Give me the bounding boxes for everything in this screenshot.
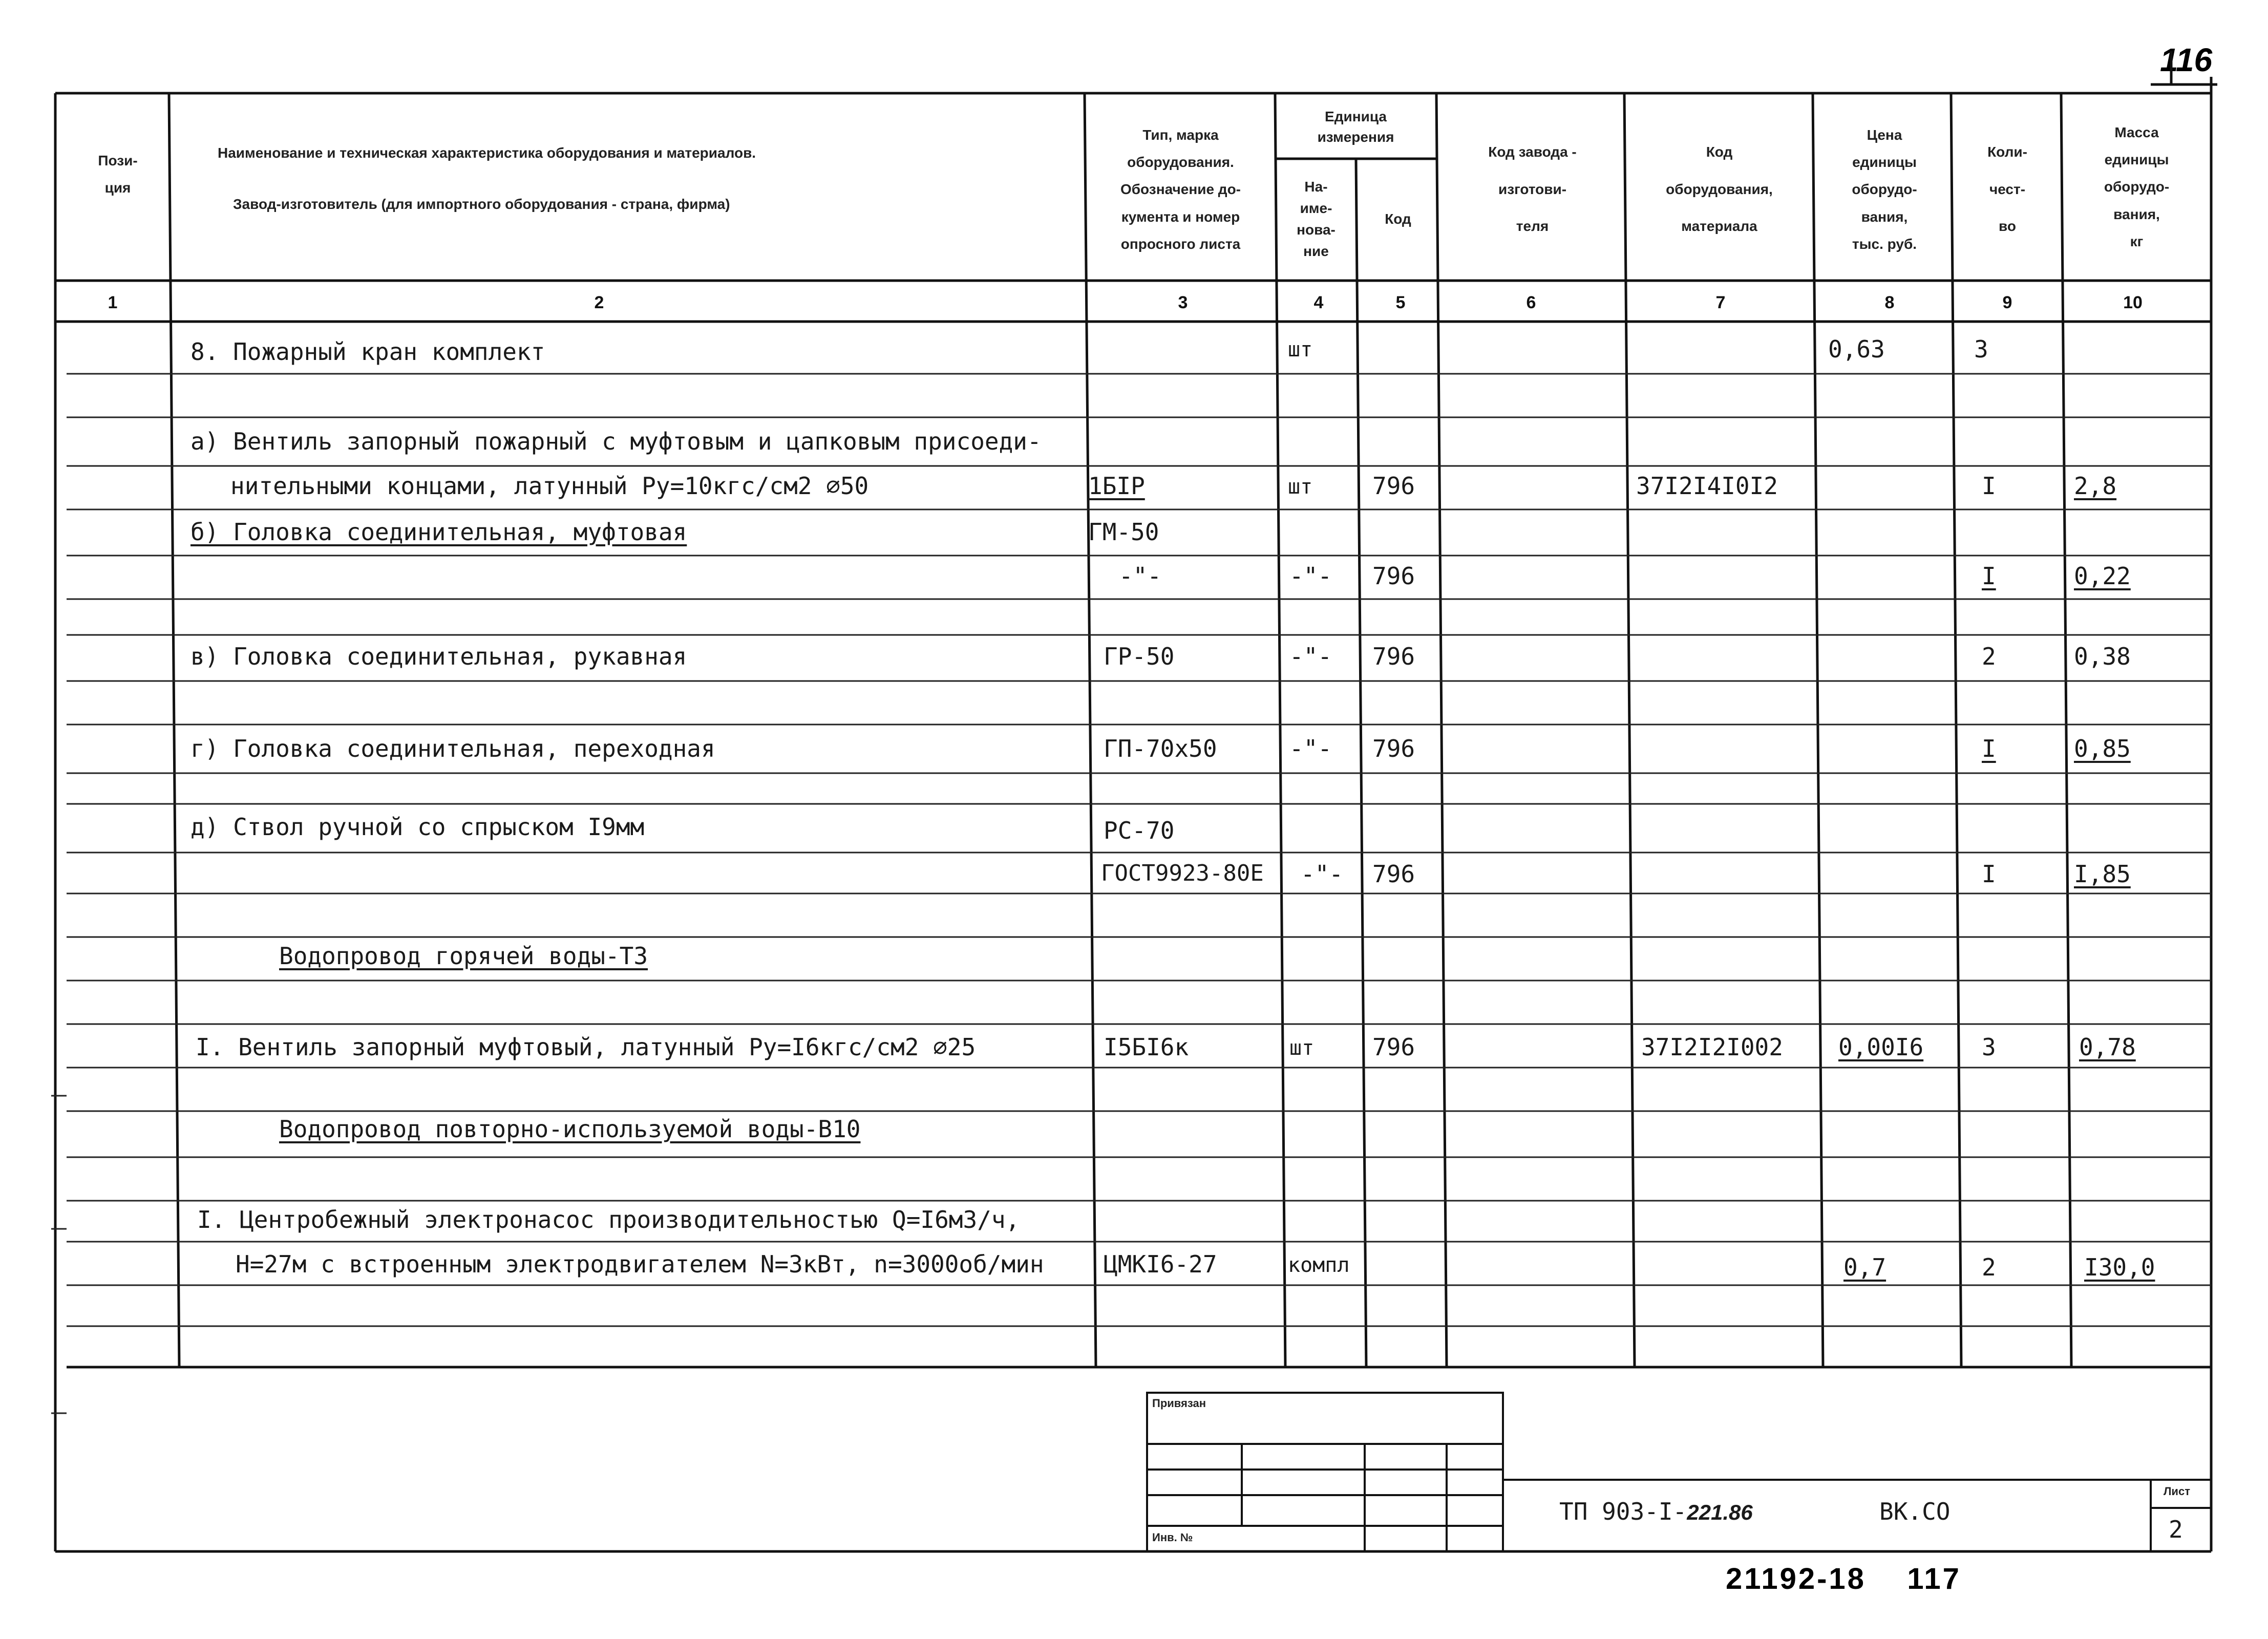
row-unit: шт bbox=[1288, 475, 1313, 499]
header-name-line1: Наименование и техническая характеристика оборудования и материалов. bbox=[218, 145, 756, 161]
row-type: ГОСТ9923-80Е bbox=[1101, 860, 1264, 886]
row-qty: I bbox=[1982, 735, 1996, 762]
col-num-10: 10 bbox=[2123, 293, 2143, 312]
sheet-label: Лист bbox=[2164, 1485, 2190, 1498]
row-name: в) Головка соединительная, рукавная bbox=[190, 643, 687, 670]
row-code: 796 bbox=[1372, 1033, 1415, 1061]
row-name: I. Вентиль запорный муфтовый, латунный Ру=I6кгс/см2 ∅25 bbox=[196, 1033, 976, 1061]
row-code: 796 bbox=[1372, 562, 1415, 590]
row-type: ГР-50 bbox=[1104, 643, 1175, 670]
stamp-inv-label: Инв. № bbox=[1152, 1531, 1193, 1544]
header-unit-code: Код bbox=[1385, 210, 1411, 227]
row-name: д) Ствол ручной со спрыском I9мм bbox=[190, 813, 645, 841]
col-num-6: 6 bbox=[1526, 293, 1536, 312]
header-unit-group: Единица измерения bbox=[1317, 109, 1394, 145]
row-name: Н=27м с встроенным электродвигателем N=3кВт, n=3000об/мин bbox=[236, 1250, 1044, 1278]
row-type: ГП-70х50 bbox=[1104, 735, 1217, 762]
row-name: г) Головка соединительная, переходная bbox=[190, 735, 715, 762]
col-num-2: 2 bbox=[594, 293, 604, 312]
row-price: 0,7 bbox=[1843, 1253, 1887, 1281]
row-unit: -"- bbox=[1289, 735, 1332, 762]
row-unit: -"- bbox=[1289, 562, 1332, 590]
doc-code-printed: ТП 903-I- bbox=[1559, 1498, 1687, 1525]
row-name: а) Вентиль запорный пожарный с муфтовым и цапковым присоеди- bbox=[190, 428, 1042, 455]
sheet-number: 2 bbox=[2169, 1516, 2183, 1543]
row-mass: I,85 bbox=[2074, 860, 2131, 888]
row-name: 8. Пожарный кран комплект bbox=[190, 338, 545, 366]
row-qty: I bbox=[1982, 562, 1996, 590]
col-num-3: 3 bbox=[1178, 293, 1188, 312]
row-type: ЦМКI6-27 bbox=[1104, 1250, 1217, 1278]
row-type: ГМ-50 bbox=[1088, 518, 1159, 546]
col-num-7: 7 bbox=[1715, 293, 1726, 312]
col-num-4: 4 bbox=[1313, 293, 1324, 312]
row-qty: I bbox=[1982, 472, 1996, 500]
row-unit: компл bbox=[1288, 1253, 1350, 1277]
stamp-linked-label: Привязан bbox=[1152, 1397, 1206, 1410]
row-price: 0,63 bbox=[1828, 335, 1885, 363]
header-qty: Коли- чест- во bbox=[1987, 143, 2027, 235]
row-type: I5БI6к bbox=[1104, 1033, 1189, 1061]
doc-section: ВК.СО bbox=[1879, 1498, 1951, 1525]
header-factory-code: Код завода - изготови- теля bbox=[1488, 143, 1577, 235]
row-unit: -"- bbox=[1289, 643, 1332, 670]
col-num-9: 9 bbox=[2002, 293, 2012, 312]
row-code: 796 bbox=[1372, 472, 1415, 500]
row-name: I. Центробежный электронасос производительностью Q=I6м3/ч, bbox=[197, 1206, 1020, 1233]
row-price: 0,00I6 bbox=[1838, 1033, 1924, 1061]
row-unit: шт bbox=[1288, 338, 1313, 361]
row-item-code: 37I2I2I002 bbox=[1641, 1033, 1783, 1061]
row-name: нительными концами, латунный Ру=10кгс/см2 ∅50 bbox=[230, 472, 869, 500]
row-code: 796 bbox=[1372, 643, 1415, 670]
row-code: 796 bbox=[1372, 860, 1415, 888]
row-qty: 2 bbox=[1982, 1253, 1996, 1281]
section-title: Водопровод повторно-используемой воды-В10 bbox=[279, 1115, 861, 1143]
row-qty: I bbox=[1982, 860, 1996, 888]
col-num-8: 8 bbox=[1884, 293, 1895, 312]
row-mass: 0,38 bbox=[2074, 643, 2131, 670]
doc-code bbox=[1559, 1498, 1753, 1525]
row-qty: 3 bbox=[1982, 1033, 1996, 1061]
row-name: б) Головка соединительная, муфтовая bbox=[190, 518, 687, 546]
header-price: Цена единицы оборудо- вания, тыс. руб. bbox=[1852, 127, 1917, 252]
row-mass: 2,8 bbox=[2074, 472, 2117, 500]
row-item-code: 37I2I4I0I2 bbox=[1636, 472, 1778, 500]
doc-code-handwritten: 221.86 bbox=[1687, 1500, 1753, 1524]
corner-sheet-number: 116 bbox=[2160, 41, 2213, 78]
row-unit: -"- bbox=[1301, 860, 1344, 888]
row-unit: шт bbox=[1289, 1036, 1315, 1060]
row-mass: 0,22 bbox=[2074, 562, 2131, 590]
header-position: Пози- ция bbox=[98, 152, 138, 196]
header-type: Тип, марка оборудования. Обозначение до- кумента и номер опросного листа bbox=[1120, 127, 1241, 252]
header-name-line2: Завод-изготовитель (для импортного оборудования - страна, фирма) bbox=[233, 196, 730, 212]
col-num-5: 5 bbox=[1395, 293, 1406, 312]
row-type: 1БIР bbox=[1088, 472, 1145, 500]
row-qty: 2 bbox=[1982, 643, 1996, 670]
header-mass: Масса единицы оборудо- вания, кг bbox=[2104, 124, 2170, 249]
col-num-1: 1 bbox=[108, 293, 118, 312]
row-code: 796 bbox=[1372, 735, 1415, 762]
header-unit-name: На- име- нова- ние bbox=[1297, 178, 1336, 259]
row-type: -"- bbox=[1119, 562, 1162, 590]
row-mass: 0,78 bbox=[2079, 1033, 2136, 1061]
row-mass: I30,0 bbox=[2084, 1253, 2155, 1281]
row-qty: 3 bbox=[1974, 335, 1988, 363]
footer-handwritten-number: 21192-18 117 bbox=[1726, 1562, 1961, 1595]
row-mass: 0,85 bbox=[2074, 735, 2131, 762]
section-title: Водопровод горячей воды-Т3 bbox=[279, 942, 648, 970]
row-type: РС-70 bbox=[1104, 817, 1175, 844]
header-item-code: Код оборудования, материала bbox=[1666, 143, 1773, 235]
